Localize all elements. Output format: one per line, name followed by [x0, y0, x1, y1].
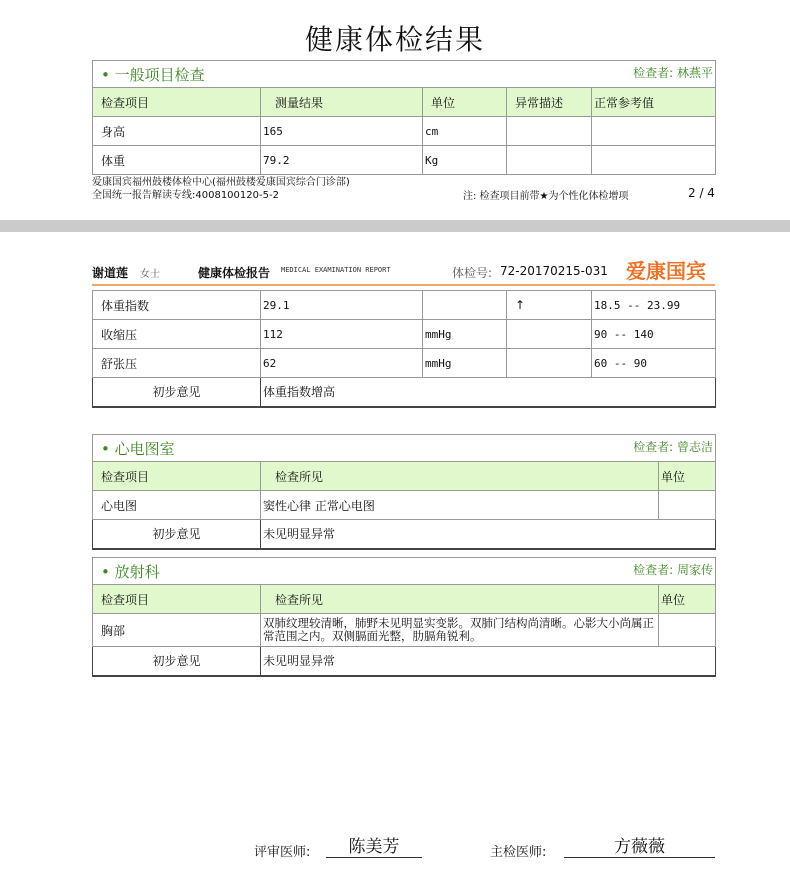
- reference-cell: [592, 117, 716, 146]
- report-title-en: MEDICAL EXAMINATION REPORT: [281, 266, 391, 274]
- reference-cell: 90 -- 140: [592, 320, 716, 349]
- item-cell: 体重指数: [93, 291, 261, 320]
- conclusion-label: 初步意见: [93, 378, 261, 407]
- conclusion-label: 初步意见: [93, 647, 261, 676]
- section-header-general: [93, 61, 716, 88]
- value-cell: 29.1: [261, 291, 423, 320]
- table-row: [93, 146, 716, 175]
- conclusion-value: 未见明显异常: [261, 647, 716, 676]
- unit-cell: [659, 614, 716, 647]
- unit-cell: [659, 491, 716, 520]
- column-header: 检查项目: [93, 585, 261, 614]
- reference-cell: [592, 146, 716, 175]
- finding-cell: 窦性心律 正常心电图: [261, 491, 659, 520]
- footer-note: 注: 检查项目前带★为个性化体检增项: [463, 191, 629, 202]
- general-exam-table: [92, 60, 716, 175]
- column-header: 单位: [659, 462, 716, 491]
- abnormal-cell: [507, 349, 592, 378]
- column-header: 异常描述: [507, 88, 592, 117]
- report-title: 健康体检报告: [198, 266, 271, 280]
- page-title: 健康体检结果: [304, 23, 485, 56]
- inspector-label: 检查者: 林燕平: [633, 65, 714, 80]
- conclusion-row: [93, 647, 716, 676]
- inspector-label: 检查者: 曾志洁: [633, 439, 713, 454]
- page-separator: [0, 220, 790, 232]
- exam-no: 72-20170215-031: [500, 264, 608, 278]
- radiology-table: [92, 557, 716, 677]
- reviewer-signature: 陈美芳: [326, 832, 422, 858]
- inspector-label: 检查者: 周家传: [633, 562, 713, 577]
- patient-gender: 女士: [140, 269, 160, 280]
- footer-org: [92, 176, 350, 202]
- column-header: 检查项目: [93, 88, 261, 117]
- chief-signature: 方薇薇: [564, 832, 715, 858]
- reference-cell: 18.5 -- 23.99: [592, 291, 716, 320]
- conclusion-label: 初步意见: [93, 520, 261, 549]
- column-header: 单位: [423, 88, 507, 117]
- unit-cell: mmHg: [423, 320, 507, 349]
- column-header: 检查所见: [261, 462, 659, 491]
- footer-org-name: 爱康国宾福州鼓楼体检中心(福州鼓楼爱康国宾综合门诊部): [92, 177, 350, 188]
- unit-cell: mmHg: [423, 349, 507, 378]
- brand-logo: 爱康国宾: [626, 259, 706, 283]
- column-header: 测量结果: [261, 88, 423, 117]
- value-cell: 79.2: [261, 146, 423, 175]
- section-header-ecg: [93, 435, 716, 462]
- value-cell: 165: [261, 117, 423, 146]
- table-header-row: [93, 462, 716, 491]
- exam-no-label: 体检号:: [452, 266, 493, 280]
- table-row: [93, 614, 716, 647]
- section-header-radiology: [93, 558, 716, 585]
- chief-label: 主检医师:: [490, 845, 547, 860]
- abnormal-cell: [507, 117, 592, 146]
- page-number: 2 / 4: [688, 186, 715, 200]
- unit-cell: Kg: [423, 146, 507, 175]
- column-header: 检查所见: [261, 585, 659, 614]
- unit-cell: cm: [423, 117, 507, 146]
- table-header-row: [93, 88, 716, 117]
- table-row: [93, 117, 716, 146]
- unit-cell: [423, 291, 507, 320]
- item-cell: 身高: [93, 117, 261, 146]
- column-header: 单位: [659, 585, 716, 614]
- table-row: [93, 491, 716, 520]
- table-row: [93, 349, 716, 378]
- section-title: • 一般项目检查: [101, 65, 205, 84]
- conclusion-value: 体重指数增高: [261, 378, 716, 407]
- table-row: [93, 320, 716, 349]
- abnormal-cell: ↑: [507, 291, 592, 320]
- ecg-table: [92, 434, 716, 550]
- finding-cell: 双肺纹理较清晰，肺野未见明显实变影。双肺门结构尚清晰。心影大小尚属正常范围之内。双侧膈面光整，肋膈角锐利。: [261, 614, 659, 647]
- item-cell: 舒张压: [93, 349, 261, 378]
- abnormal-cell: [507, 320, 592, 349]
- value-cell: 62: [261, 349, 423, 378]
- abnormal-cell: [507, 146, 592, 175]
- item-cell: 收缩压: [93, 320, 261, 349]
- value-cell: 112: [261, 320, 423, 349]
- section-title: • 放射科: [101, 562, 160, 581]
- general-exam-continued-table: [92, 290, 716, 408]
- item-cell: 体重: [93, 146, 261, 175]
- conclusion-row: [93, 520, 716, 549]
- footer-hotline: 全国统一报告解读专线:4008100120-5-2: [92, 190, 279, 201]
- item-cell: 心电图: [93, 491, 261, 520]
- conclusion-row: [93, 378, 716, 407]
- patient-name: 谢道莲: [92, 266, 129, 280]
- header-divider: [92, 284, 715, 286]
- reviewer-label: 评审医师:: [254, 845, 311, 860]
- table-header-row: [93, 585, 716, 614]
- column-header: 检查项目: [93, 462, 261, 491]
- column-header: 正常参考值: [592, 88, 716, 117]
- conclusion-value: 未见明显异常: [261, 520, 716, 549]
- table-row: [93, 291, 716, 320]
- reference-cell: 60 -- 90: [592, 349, 716, 378]
- item-cell: 胸部: [93, 614, 261, 647]
- section-title: • 心电图室: [101, 439, 175, 458]
